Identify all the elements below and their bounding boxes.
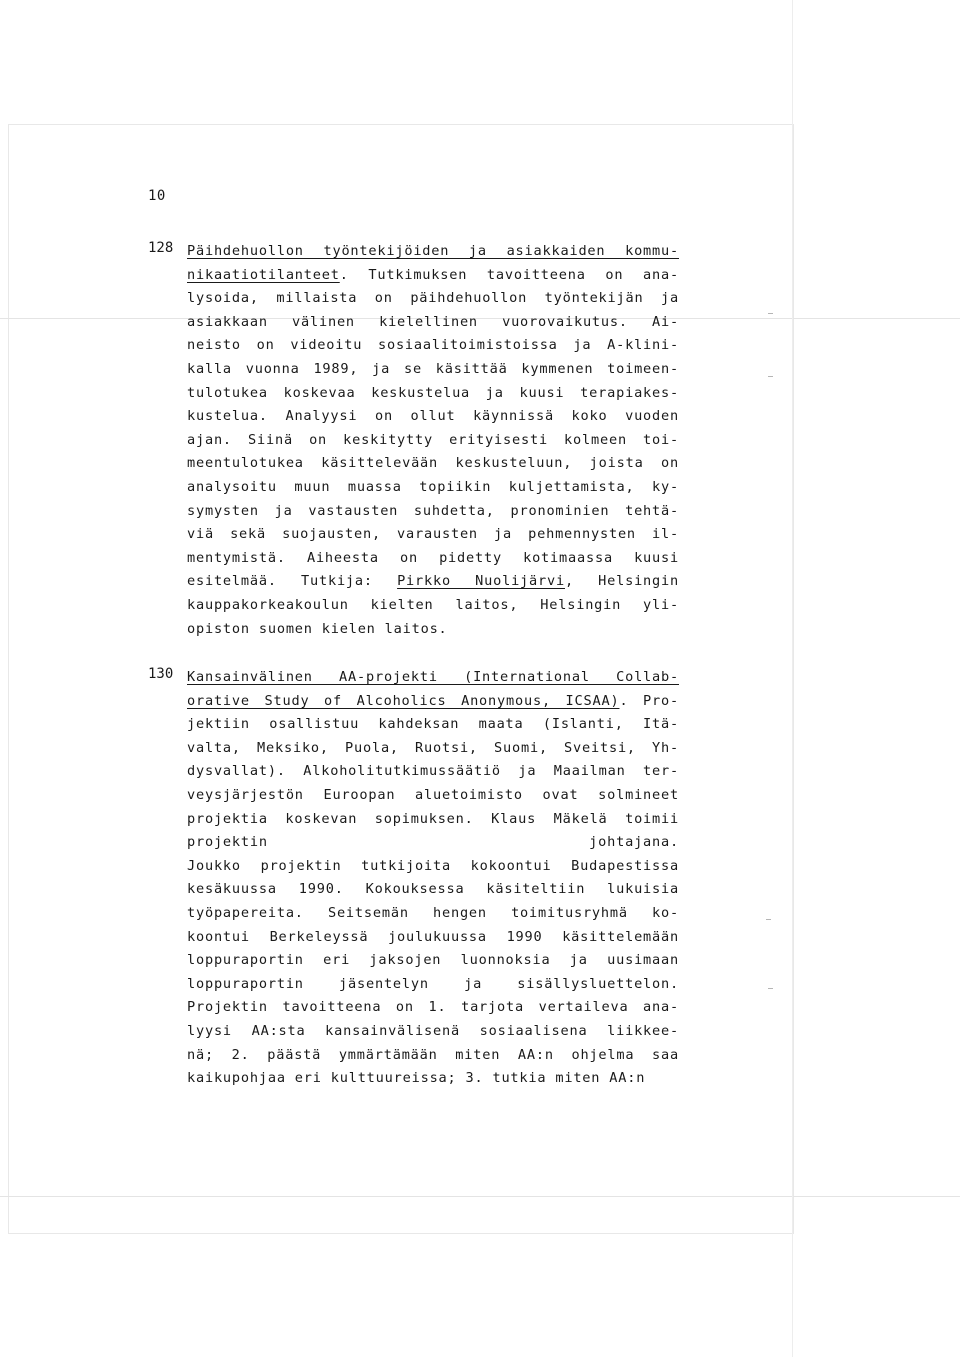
- text-segment: viä sekä suojausten, varausten ja pehmennysten il-: [187, 526, 679, 543]
- text-segment: kauppakorkeakoulun kielten laitos, Helsingin yli-: [187, 596, 679, 613]
- text-segment: lyysi AA:sta kansainvälisenä sosiaalisena liikkee-: [187, 1022, 679, 1039]
- text-line: [187, 523, 679, 547]
- page-number: 10: [148, 188, 166, 204]
- scan-speck: [768, 376, 773, 377]
- scan-speck: [768, 988, 773, 989]
- underlined-title-segment: orative Study of Alcoholics Anonymous, ICSAA): [187, 692, 620, 709]
- text-segment: ajan. Siinä on keskitytty erityisesti kolmeen toi-: [187, 431, 679, 448]
- underlined-title-segment: Pirkko Nuolijärvi: [397, 573, 565, 590]
- text-segment: neisto on videoitu sosiaalitoimistoissa ja A-klini-: [187, 337, 679, 354]
- scan-artifact-line: [0, 1196, 960, 1197]
- text-segment: analysoitu muun muassa topiikin kuljettamista, ky-: [187, 478, 679, 495]
- text-line: [187, 831, 679, 855]
- text-line: [187, 334, 679, 358]
- text-line: [187, 287, 679, 311]
- text-segment: projektia koskevan sopimuksen. Klaus Mäkelä toimii: [187, 810, 679, 827]
- text-line: [187, 926, 679, 950]
- scan-speck: [766, 919, 771, 920]
- text-line: [187, 784, 679, 808]
- text-line: [187, 240, 679, 264]
- text-line: [187, 311, 679, 335]
- text-segment: opiston suomen kielen laitos.: [187, 620, 448, 637]
- text-line: [187, 949, 679, 973]
- text-line: [187, 973, 679, 997]
- entry-number: 128: [148, 240, 174, 256]
- text-segment: meentulotukea käsittelevään keskusteluun, joista on: [187, 455, 679, 472]
- text-line: [187, 429, 679, 453]
- text-line: [187, 808, 679, 832]
- entry-number: 130: [148, 666, 174, 682]
- text-segment: esitelmää. Tutkija:: [187, 573, 398, 590]
- text-segment: , Helsingin: [564, 573, 679, 590]
- text-segment: valta, Meksiko, Puola, Ruotsi, Suomi, Sveitsi, Yh-: [187, 739, 679, 756]
- text-segment: työpapereita. Seitsemän hengen toimitusryhmä ko-: [187, 904, 679, 921]
- text-segment: kalla vuonna 1989, ja se käsittää kymmenen toimeen-: [187, 360, 679, 377]
- text-line: [187, 690, 679, 714]
- text-line: [187, 878, 679, 902]
- text-line: [187, 1067, 679, 1091]
- underlined-title-segment: Päihdehuollon työntekijöiden ja asiakkaiden kommu-: [187, 243, 679, 259]
- text-segment: jektiin osallistuu kahdeksan maata (Islanti, Itä-: [187, 716, 679, 733]
- text-line: [187, 996, 679, 1020]
- scan-speck: [768, 313, 773, 314]
- text-line: [187, 737, 679, 761]
- underlined-title-segment: nikaatiotilanteet: [187, 266, 340, 283]
- entry-text: [187, 666, 679, 1091]
- text-line: [187, 547, 679, 571]
- text-segment: kaikupohjaa eri kulttuureissa; 3. tutkia miten AA:n: [187, 1070, 646, 1087]
- text-line: [187, 902, 679, 926]
- text-line: [187, 1044, 679, 1068]
- text-segment: tulotukea koskevaa keskustelua ja kuusi terapiakes-: [187, 384, 679, 401]
- text-segment: Joukko projektin tutkijoita kokoontui Budapestissa: [187, 857, 679, 874]
- text-segment: asiakkaan välinen kielellinen vuorovaikutus. Ai-: [187, 313, 679, 330]
- text-segment: symysten ja vastausten suhdetta, pronominien tehtä-: [187, 502, 679, 519]
- text-segment: kesäkuussa 1990. Kokouksessa käsiteltiin lukuisia: [187, 881, 679, 898]
- text-segment: . Tutkimuksen tavoitteena on ana-: [339, 266, 679, 283]
- text-line: [187, 500, 679, 524]
- text-segment: projektin johtajana.: [187, 834, 679, 851]
- text-segment: Projektin tavoitteena on 1. tarjota vertaileva ana-: [187, 999, 679, 1016]
- text-line: [187, 452, 679, 476]
- text-line: [187, 855, 679, 879]
- text-line: [187, 476, 679, 500]
- text-line: [187, 618, 679, 642]
- text-line: [187, 382, 679, 406]
- text-segment: loppuraportin eri jaksojen luonnoksia ja uusimaan: [187, 952, 679, 969]
- text-segment: loppuraportin jäsentelyn ja sisällysluettelon.: [187, 975, 679, 992]
- text-segment: mentymistä. Aiheesta on pidetty kotimaassa kuusi: [187, 549, 679, 566]
- entry-text: [187, 240, 679, 641]
- text-segment: veysjärjestön Euroopan aluetoimisto ovat solmineet: [187, 786, 679, 803]
- underlined-title-segment: Kansainvälinen AA-projekti (International Collab-: [187, 669, 679, 685]
- text-line: [187, 570, 679, 594]
- text-line: [187, 666, 679, 690]
- text-segment: nä; 2. päästä ymmärtämään miten AA:n ohjelma saa: [187, 1046, 679, 1063]
- text-segment: lysoida, millaista on päihdehuollon työntekijän ja: [187, 290, 679, 307]
- text-segment: koontui Berkeleyssä joulukuussa 1990 käsittelemään: [187, 928, 679, 945]
- text-line: [187, 405, 679, 429]
- text-line: [187, 358, 679, 382]
- text-segment: kustelua. Analyysi on ollut käynnissä koko vuoden: [187, 408, 679, 425]
- text-line: [187, 264, 679, 288]
- text-line: [187, 1020, 679, 1044]
- text-segment: . Pro-: [619, 692, 679, 709]
- scan-artifact-line: [792, 0, 793, 1357]
- text-line: [187, 713, 679, 737]
- text-line: [187, 760, 679, 784]
- text-segment: dysvallat). Alkoholitutkimussäätiö ja Maailman ter-: [187, 763, 679, 780]
- text-line: [187, 594, 679, 618]
